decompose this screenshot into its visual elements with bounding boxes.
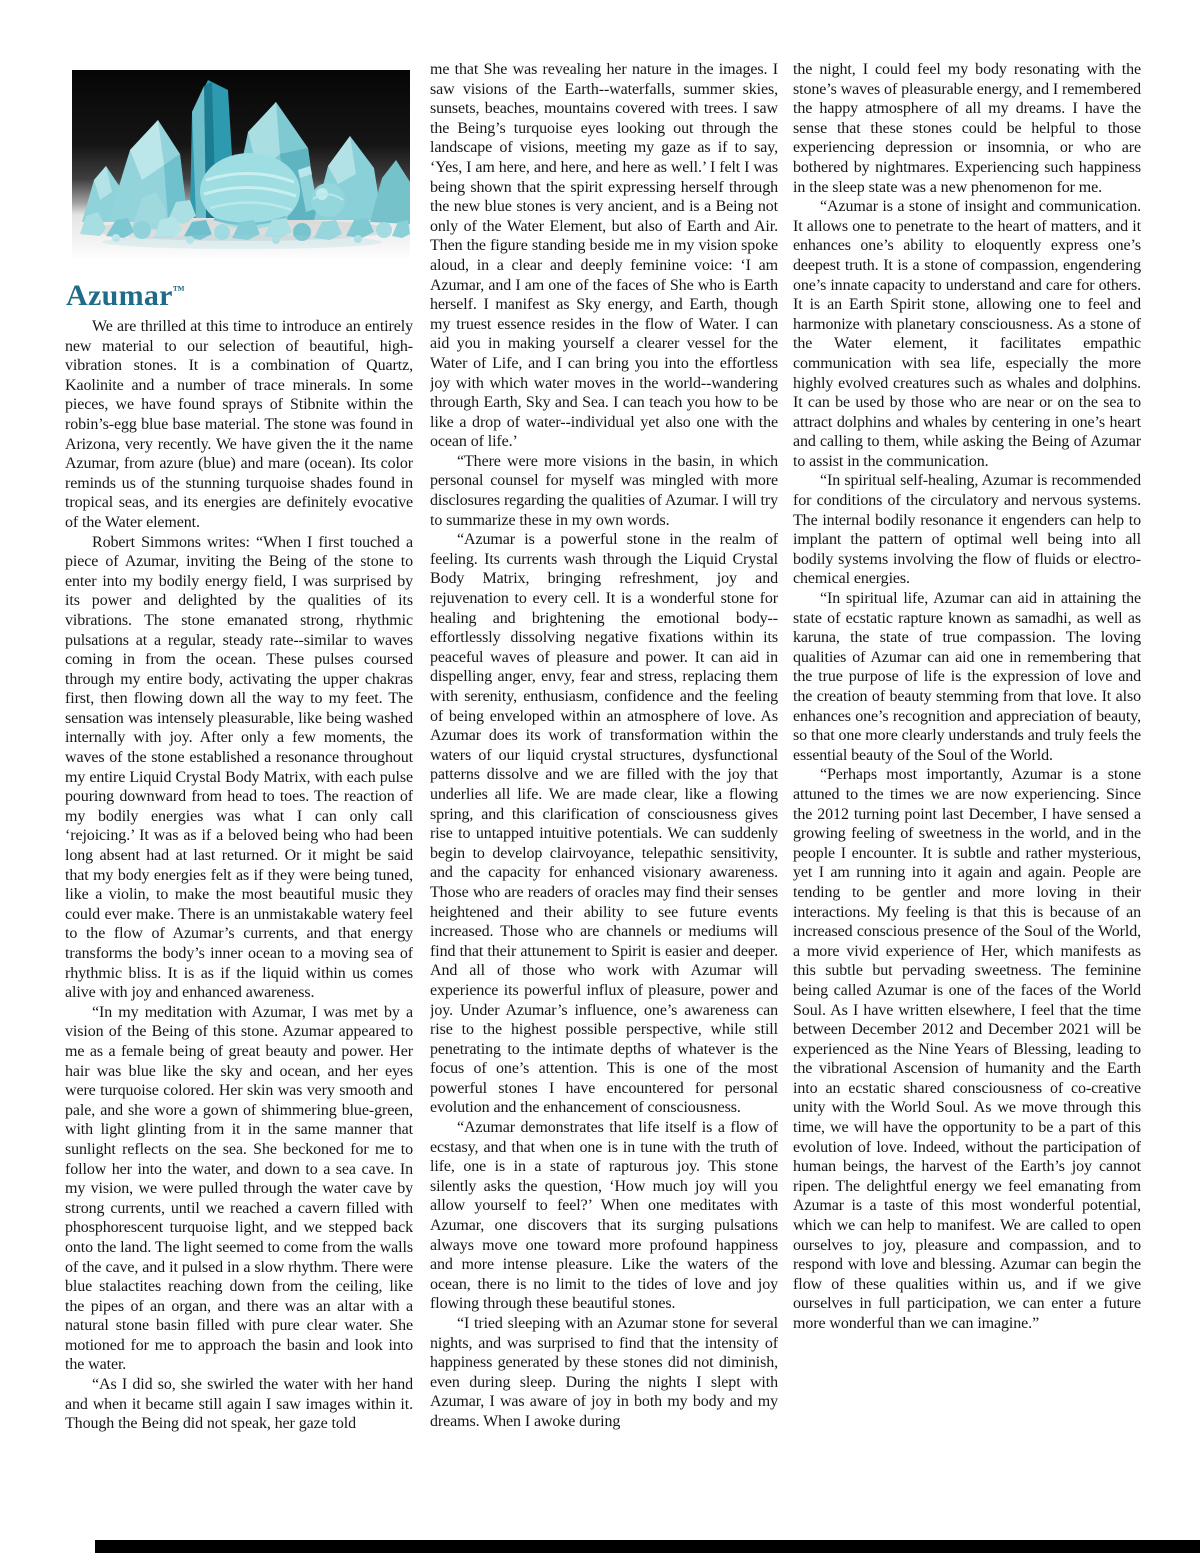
text-column-1 (65, 60, 413, 1491)
paragraph-col2-3: “Azumar is a powerful stone in the realm of feeling. Its currents wash through the Liquid Crystal Body Matrix, bringing refreshment, joy and rejuvenation to every cell. It is a wonderful stone for healing and brightening the emotional body--effortlessly dissolving negative fixations within its peaceful waves of pleasure and power. It can aid in dispelling anger, envy, fear and stress, replacing them with serenity, enthusiasm, confidence and the feeling of being enveloped within an atmosphere of love. As Azumar does its work of transformation within the waters of our liquid crystal structures, dysfunctional patterns dissolve and we are filled with the joy that underlies all life. We are made clear, like a flowing spring, and this clarification of consciousness gives rise to untapped intuitive potentials. We can suddenly begin to develop clairvoyance, telepathic sensitivity, and the capacity for enhanced visionary awareness. Those who are readers of oracles may find their senses heightened and their ability to see future events increased. Those who are channels or mediums will find that their attunement to Spirit is easier and deeper. And all of those who work with Azumar will experience its powerful influx of pleasure, power and joy. Under Azumar’s influence, one’s awareness can rise to the highest possible perspective, while still penetrating to the intimate depths of whatever is the focus of one’s attention. This is one of the most powerful stones I have encountered for personal evolution and the enhancement of consciousness. (430, 531, 778, 1117)
azumar-crystals-photo (72, 70, 410, 258)
paragraph-col2-4: “Azumar demonstrates that life itself is a flow of ecstasy, and that when one is in tune with the truth of life, one is in a state of rapturous joy. This stone silently asks the question, ‘How much joy will you allow yourself to feel?’ When one meditates with Azumar, one discovers that its surging pulsations always move one toward more profound happiness and more intense pleasure. Like the waters of the ocean, there is no limit to the tides of love and joy flowing through these beautiful stones. (430, 1119, 778, 1313)
text-column-3 (793, 60, 1141, 1491)
paragraph-col2-5: “I tried sleeping with an Azumar stone for several nights, and was surprised to find that the intensity of happiness generated by these stones did not diminish, even during sleep. During the nights I slept with Azumar, I was aware of joy in both my body and my dreams. When I awoke during (430, 1315, 778, 1430)
page-bottom-edge (95, 1540, 1200, 1553)
page-title-text: Azumar (66, 279, 173, 312)
paragraph-col2-2: “There were more visions in the basin, in which personal counsel for myself was mingled with more disclosures regarding the qualities of Azumar. I will try to summarize these in my own words. (430, 452, 778, 529)
paragraph-col3-3: “In spiritual self-healing, Azumar is recommended for conditions of the circulatory and nervous systems. The internal bodily resonance it engenders can help to implant the pattern of optimal well being into all bodily systems involving the flow of fluids or electro-chemical energies. (793, 472, 1141, 588)
paragraph-col3-5: “Perhaps most importantly, Azumar is a stone attuned to the times we are now experiencing. Since the 2012 turning point last December, I have sensed a growing feeling of sweetness in the world, and in the people I encounter. It is subtle and rather mysterious, yet I am running into it again and again. People are tending to be gentler and more loving in their interactions. My feeling is that this is because of an increased conscious presence of the Soul of the World, a more vivid experience of Her, which manifests as this subtle but pervading sweetness. The feminine being called Azumar is one of the faces of the World Soul. As I have written elsewhere, I feel that the time between December 2012 and December 2021 will be experienced as the Nine Years of Blessing, leading to the vibrational Ascension of humanity and the Earth into an ecstatic shared consciousness of co-creative unity with the World Soul. As we move through this time, we will have the opportunity to be a part of this evolution of love. Indeed, without the participation of human beings, the harvest of the Earth’s joy cannot ripen. The delightful energy we feel emanating from Azumar is a taste of this most wonderful potential, which we can help to manifest. We are called to open ourselves to joy, pleasure and compassion, and to respond with love and blessing. Azumar can begin the flow of these qualities within us, and if we give ourselves in full participation, we can enter a future more wonderful than we can imagine.” (793, 766, 1141, 1332)
paragraph-col1-1: We are thrilled at this time to introduce an entirely new material to our selection of beautiful, high-vibration stones. It is a combination of Quartz, Kaolinite and a number of trace minerals. In some pieces, we have found sprays of Stibnite within the robin’s-egg blue base material. The stone was found in Arizona, very recently. We have given the it the name Azumar, from azure (blue) and mare (ocean). Its color reminds us of the stunning turquoise shades found in tropical seas, and its energies are definitely evocative of the Water element. (65, 318, 413, 531)
paragraph-col1-3: “In my meditation with Azumar, I was met by a vision of the Being of this stone. Azumar appeared to me as a female being of great beauty and power. Her hair was blue like the sky and ocean, and her eyes were turquoise colored. Her skin was very smooth and pale, and she wore a gown of shimmering blue-green, with light glinting from it in the same manner that sunlight reflects on the sea. She beckoned for me to follow her into the water, and down to a sea cave. In my vision, we were pulled through the water cave by strong currents, until we reached a cavern filled with phosphorescent turquoise light, and we stepped back onto the land. The light seemed to come from the walls of the cave, and it pulsed in a slow rhythm. There were blue stalactites reaching down from the ceiling, like the pipes of an organ, and there was an altar with a natural stone basin filled with pure clear water. She motioned for me to approach the basin and look into the water. (65, 1003, 413, 1374)
paragraph-col3-2: “Azumar is a stone of insight and communication. It allows one to penetrate to the heart of matters, and it enhances one’s ability to eloquently express one’s deepest truth. It is a stone of compassion, engendering one’s innate capacity to understand and care for others. It is an Earth Spirit stone, allowing one to feel and harmonize with planetary consciousness. As a stone of the Water element, it facilitates empathic communication with sea life, especially the more highly evolved creatures such as whales and dolphins. It can be used by those who are near or on the sea to attract dolphins and whales by centering in one’s heart and calling to them, while asking the Being of Azumar to assist in the communication. (793, 198, 1141, 470)
paragraph-col2-1: me that She was revealing her nature in the images. I saw visions of the Earth--waterfalls, summer skies, sunsets, beaches, mountains covered with trees. I saw the Being’s turquoise eyes looking out through the landscape of visions, meeting my gaze as if to say, ‘Yes, I am here, and here, and here as well.’ I felt I was being shown that the spirit expressing herself through the new blue stones is very ancient, and is a Being not only of the Water Element, but also of Earth and Air. Then the figure standing beside me in my vision spoke aloud, in a clear and deeply feminine voice: ‘I am Azumar, and I am one of the faces of She who is Earth herself. I manifest as Sky energy, and Earth, though my truest essence resides in the flow of Water. I can aid you in making yourself a clearer vessel for the Water of Life, and I can bring you into the effortless joy with which water moves in the world--wandering through Earth, Sky and Sea. I can teach you how to be like a drop of water--individual yet also one with the ocean of life.’ (430, 61, 778, 451)
photo-reflection (102, 235, 382, 249)
trademark-symbol: ™ (172, 283, 186, 297)
paragraph-col3-1: the night, I could feel my body resonating with the stone’s waves of pleasurable energy, and I remembered the happy atmosphere of all my dreams. I have the sense that these stones could be helpful to those experiencing depression or insomnia, or who are bothered by nightmares. Experiencing such happiness in the sleep state was a new phenomenon for me. (793, 61, 1141, 196)
text-column-2 (430, 60, 778, 1491)
page-title (66, 274, 413, 312)
paragraph-col3-4: “In spiritual life, Azumar can aid in attaining the state of ecstatic rapture known as samadhi, as well as karuna, the state of true compassion. The loving qualities of Azumar can aid one in remembering that the true purpose of life is the expression of love and the creation of beauty stemming from that love. It also enhances one’s recognition and appreciation of beauty, so that one more clearly understands and truly feels the essential beauty of the Soul of the World. (793, 590, 1141, 764)
paragraph-col1-2: Robert Simmons writes: “When I first touched a piece of Azumar, inviting the Being of the stone to enter into my bodily energy field, I was surprised by its power and delighted by the qualities of its vibrations. The stone emanated strong, rhythmic pulsations at a regular, steady rate--similar to waves coming in from the ocean. These pulses coursed through my entire body, activating the upper chakras first, then flowing down all the way to my feet. The sensation was intensely pleasurable, like being washed internally with joy. After only a few moments, the waves of the stone established a resonance throughout my entire Liquid Crystal Body Matrix, with each pulse pouring downward from head to toes. The reaction of my bodily energies was what I can only call ‘rejoicing.’ It was as if a beloved being who had been long absent had at last returned. Or it might be said that my body energies felt as if they were being tuned, like a violin, to make the most beautiful music they could ever make. There is an unmistakable watery feel to the flow of Azumar’s currents, and that energy transforms the body’s inner ocean to a moving sea of rhythmic bliss. It is as if the liquid within us comes alive with joy and enhanced awareness. (65, 533, 413, 1002)
paragraph-col1-4: “As I did so, she swirled the water with her hand and when it became still again I saw images within it. Though the Being did not speak, her gaze told (65, 1376, 413, 1433)
